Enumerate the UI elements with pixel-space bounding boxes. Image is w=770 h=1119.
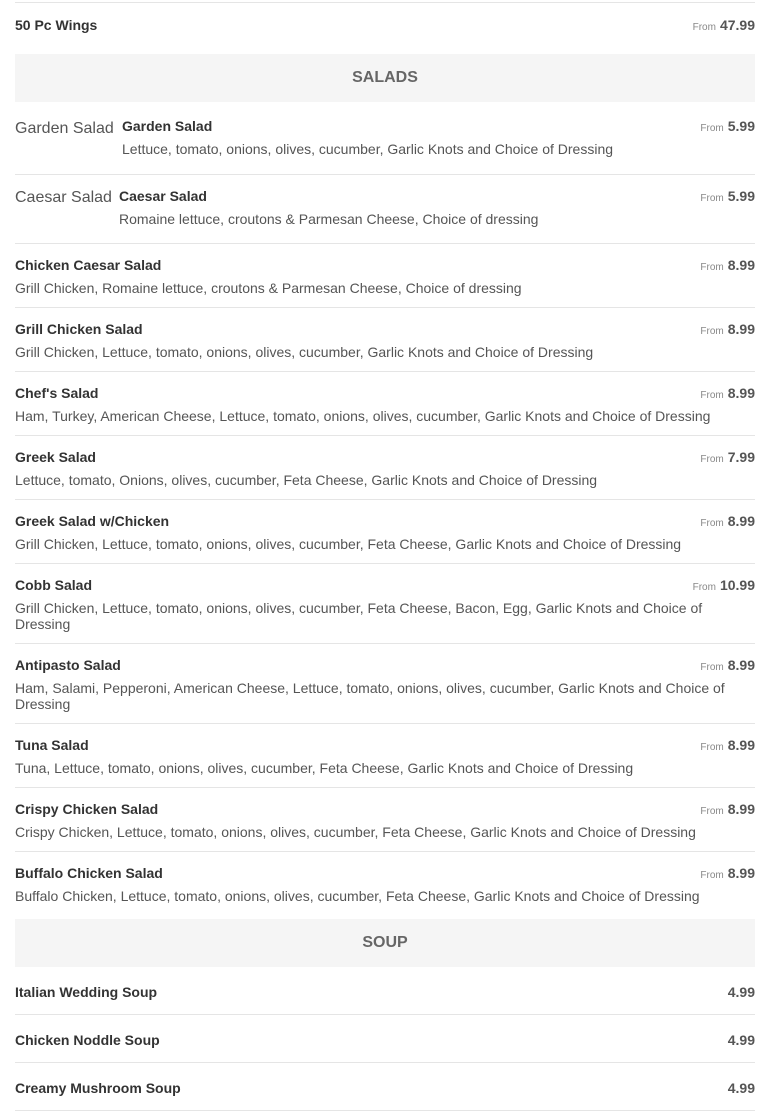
price-value: 10.99: [719, 577, 755, 593]
menu-item-body: [119, 187, 755, 243]
menu-item-chefs-salad[interactable]: [15, 372, 755, 436]
menu-item-row: [15, 657, 755, 673]
menu-item-row: [15, 577, 755, 593]
menu-item-price: [700, 257, 755, 273]
price-value: 8.99: [727, 385, 755, 401]
menu-item-grill-chicken-salad[interactable]: [15, 308, 755, 372]
menu-item-body: [15, 17, 755, 54]
menu-item-name: Italian Wedding Soup: [15, 984, 158, 1000]
from-label: From: [700, 870, 724, 881]
menu-item-price: [700, 118, 755, 134]
menu-item-name: Creamy Mushroom Soup: [15, 1080, 181, 1096]
menu-item-name: Cobb Salad: [15, 577, 93, 593]
menu-item-price: 4.99: [727, 1032, 755, 1048]
from-label: From: [700, 662, 724, 673]
menu-item-italian-wedding-soup[interactable]: [15, 967, 755, 1015]
menu-item-name: Caesar Salad: [119, 188, 207, 204]
menu-item-description: Crispy Chicken, Lettuce, tomato, onions, olives, cucumber, Feta Cheese, Garlic Knots and Choice of Dressing: [15, 824, 696, 840]
menu-item-name: Buffalo Chicken Salad: [15, 865, 163, 881]
menu-item-price: [700, 865, 755, 881]
menu-item-name: Greek Salad: [15, 449, 96, 465]
menu-item-body: [15, 513, 755, 563]
from-label: From: [700, 390, 724, 401]
menu-item-row: [15, 865, 755, 881]
menu-item-price: [700, 385, 755, 401]
from-label: From: [700, 123, 724, 134]
menu-item-tuna-salad[interactable]: [15, 724, 755, 788]
price-value: 8.99: [727, 737, 755, 753]
menu-item-greek-salad-chicken[interactable]: [15, 500, 755, 564]
menu-item-chicken-noddle-soup[interactable]: [15, 1015, 755, 1063]
price-value: 8.99: [727, 257, 755, 273]
menu-item-name: Chef's Salad: [15, 385, 99, 401]
menu: [15, 0, 755, 1111]
menu-item-row: [15, 1080, 755, 1096]
menu-item-name: Crispy Chicken Salad: [15, 801, 159, 817]
price-value: 8.99: [727, 801, 755, 817]
menu-item-name: Antipasto Salad: [15, 657, 121, 673]
menu-item-description: Lettuce, tomato, onions, olives, cucumber, Garlic Knots and Choice of Dressing: [122, 141, 614, 157]
from-label: From: [700, 454, 724, 465]
section-header-salads: SALADS: [15, 54, 755, 102]
menu-item-row: [15, 321, 755, 337]
section-header-soup: SOUP: [15, 919, 755, 967]
menu-item-price: [700, 657, 755, 673]
menu-item-description: Lettuce, tomato, Onions, olives, cucumber, Feta Cheese, Garlic Knots and Choice of Dressing: [15, 472, 598, 488]
from-label: From: [700, 326, 724, 337]
menu-item-name: Garden Salad: [122, 118, 213, 134]
menu-item-buffalo-chicken-salad[interactable]: [15, 852, 755, 919]
menu-item-creamy-mushroom-soup[interactable]: [15, 1063, 755, 1111]
menu-item-wings[interactable]: [15, 3, 755, 54]
from-label: From: [692, 22, 716, 33]
menu-item-name: Greek Salad w/Chicken: [15, 513, 170, 529]
menu-item-description: Romaine lettuce, croutons & Parmesan Cheese, Choice of dressing: [119, 211, 539, 227]
menu-item-body: [15, 449, 755, 499]
menu-item-row: [15, 513, 755, 529]
menu-item-description: Ham, Turkey, American Cheese, Lettuce, tomato, onions, olives, cucumber, Garlic Knots and Choice of Dressing: [15, 408, 711, 424]
from-label: From: [700, 742, 724, 753]
menu-item-row: [15, 1032, 755, 1048]
menu-item-price: 4.99: [727, 1080, 755, 1096]
price-value: 8.99: [727, 865, 755, 881]
from-label: From: [700, 518, 724, 529]
menu-item-price: [700, 801, 755, 817]
menu-item-price: [700, 188, 755, 204]
menu-item-price: [693, 17, 755, 33]
menu-item-cobb-salad[interactable]: [15, 564, 755, 644]
from-label: From: [700, 262, 724, 273]
menu-item-row: [15, 385, 755, 401]
menu-item-greek-salad[interactable]: [15, 436, 755, 500]
menu-item-name: Tuna Salad: [15, 737, 89, 753]
menu-item-caesar-salad[interactable]: [15, 175, 755, 244]
menu-item-body: [122, 118, 755, 174]
menu-item-price: [700, 737, 755, 753]
menu-item-row: [15, 17, 755, 33]
price-value: 8.99: [727, 513, 755, 529]
menu-item-body: [15, 801, 755, 851]
menu-item-body: [15, 321, 755, 371]
menu-item-description: Grill Chicken, Lettuce, tomato, onions, olives, cucumber, Feta Cheese, Garlic Knots and Choice of Dressing: [15, 536, 682, 552]
item-image: Garden Salad: [15, 120, 114, 137]
menu-item-price: [700, 321, 755, 337]
menu-item-row: [15, 801, 755, 817]
menu-item-body: [15, 385, 755, 435]
menu-item-description: Buffalo Chicken, Lettuce, tomato, onions, olives, cucumber, Feta Cheese, Garlic Knots and Choice of Dressing: [15, 888, 700, 904]
menu-item-description: Tuna, Lettuce, tomato, onions, olives, cucumber, Feta Cheese, Garlic Knots and Choice of Dressing: [15, 760, 634, 776]
menu-item-crispy-chicken-salad[interactable]: [15, 788, 755, 852]
from-label: From: [692, 582, 716, 593]
menu-item-row: [15, 737, 755, 753]
menu-item-description: Grill Chicken, Romaine lettuce, croutons & Parmesan Cheese, Choice of dressing: [15, 280, 522, 296]
menu-item-name: Chicken Caesar Salad: [15, 257, 162, 273]
menu-item-row: [122, 118, 755, 134]
menu-item-price: [700, 449, 755, 465]
menu-item-name: Chicken Noddle Soup: [15, 1032, 160, 1048]
menu-item-description: Ham, Salami, Pepperoni, American Cheese, Lettuce, tomato, onions, olives, cucumber, Garlic Knots and Choice of Dressing: [15, 680, 725, 712]
menu-item-body: [15, 865, 755, 919]
menu-item-body: [15, 737, 755, 787]
price-value: 47.99: [719, 17, 755, 33]
menu-item-row: [15, 257, 755, 273]
menu-item-name: Grill Chicken Salad: [15, 321, 143, 337]
menu-item-price: [700, 513, 755, 529]
menu-item-row: [119, 188, 755, 204]
menu-item-body: [15, 257, 755, 307]
from-label: From: [700, 193, 724, 204]
menu-item-name: 50 Pc Wings: [15, 17, 98, 33]
price-value: 8.99: [727, 657, 755, 673]
price-value: 5.99: [727, 118, 755, 134]
menu-item-garden-salad[interactable]: [15, 102, 755, 175]
menu-item-description: Grill Chicken, Lettuce, tomato, onions, olives, cucumber, Feta Cheese, Bacon, Egg, Garlic Knots and Choice of Dressing: [15, 600, 703, 632]
menu-item-body: [15, 984, 755, 1014]
menu-item-row: [15, 984, 755, 1000]
menu-item-antipasto-salad[interactable]: [15, 644, 755, 724]
item-image: Caesar Salad: [15, 189, 112, 206]
menu-item-body: [15, 1080, 755, 1110]
menu-item-body: [15, 1032, 755, 1062]
menu-item-body: [15, 657, 755, 723]
from-label: From: [700, 806, 724, 817]
price-value: 7.99: [727, 449, 755, 465]
menu-item-price: 4.99: [727, 984, 755, 1000]
menu-item-price: [693, 577, 755, 593]
menu-item-description: Grill Chicken, Lettuce, tomato, onions, olives, cucumber, Garlic Knots and Choice of Dressing: [15, 344, 594, 360]
price-value: 5.99: [727, 188, 755, 204]
menu-item-body: [15, 577, 755, 643]
menu-item-chicken-caesar-salad[interactable]: [15, 244, 755, 308]
price-value: 8.99: [727, 321, 755, 337]
menu-item-row: [15, 449, 755, 465]
